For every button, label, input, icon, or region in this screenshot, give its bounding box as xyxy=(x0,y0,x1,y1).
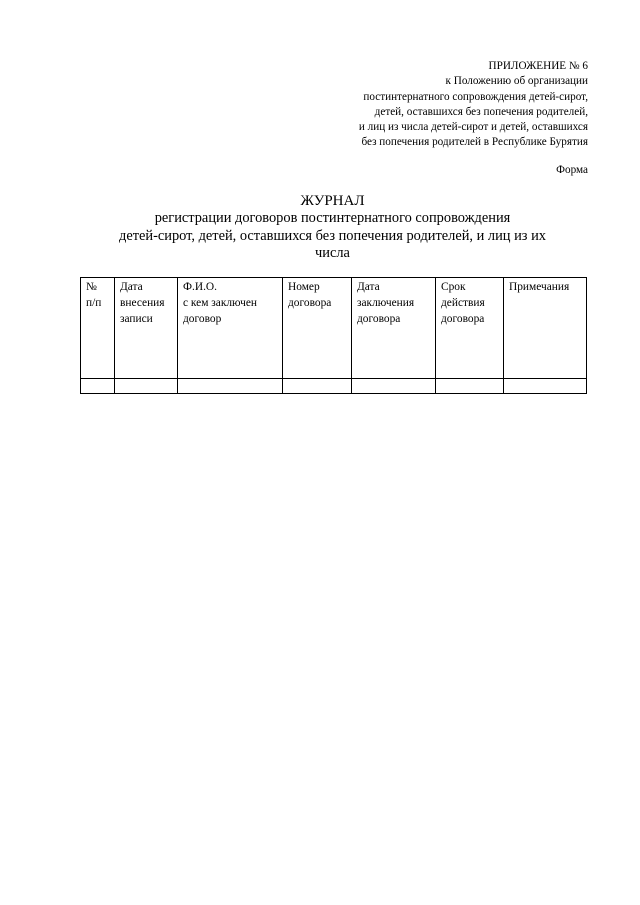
appendix-header xyxy=(359,59,588,151)
table-cell xyxy=(283,379,352,394)
table-row xyxy=(81,379,587,394)
appendix-line: и лиц из числа детей-сирот и детей, оставшихся xyxy=(358,121,588,134)
document-title xyxy=(80,192,585,263)
header-cell-contract-term: Срок действия договора xyxy=(436,278,504,379)
table-cell xyxy=(178,379,283,394)
header-cell-contract-number: Номер договора xyxy=(283,278,352,379)
form-label: Форма xyxy=(556,164,588,176)
header-cell-entry-date: Дата внесения записи xyxy=(115,278,178,379)
title-line: регистрации договоров постинтернатного сопровождения xyxy=(154,210,511,226)
title-line: числа xyxy=(315,245,350,261)
title-main: ЖУРНАЛ xyxy=(300,193,365,209)
table-cell xyxy=(81,379,115,394)
table-cell xyxy=(504,379,587,394)
header-cell-contract-date: Дата заключения договора xyxy=(352,278,436,379)
table-cell xyxy=(115,379,178,394)
appendix-line: без попечения родителей в Республике Бурятия xyxy=(361,136,588,149)
table-cell xyxy=(352,379,436,394)
table-cell xyxy=(436,379,504,394)
header-cell-notes: Примечания xyxy=(504,278,587,379)
appendix-number: ПРИЛОЖЕНИЕ № 6 xyxy=(488,60,588,72)
appendix-line: детей, оставшихся без попечения родителей, xyxy=(374,105,588,118)
appendix-line: к Положению об организации xyxy=(445,75,588,88)
appendix-line: постинтернатного сопровождения детей-сирот, xyxy=(363,90,588,103)
table-header-row xyxy=(81,278,587,379)
registration-journal-table xyxy=(80,277,587,394)
title-line: детей-сирот, детей, оставшихся без попечения родителей, и лиц из их xyxy=(119,227,546,244)
header-cell-number: № п/п xyxy=(81,278,115,379)
header-cell-full-name: Ф.И.О. с кем заключен договор xyxy=(178,278,283,379)
